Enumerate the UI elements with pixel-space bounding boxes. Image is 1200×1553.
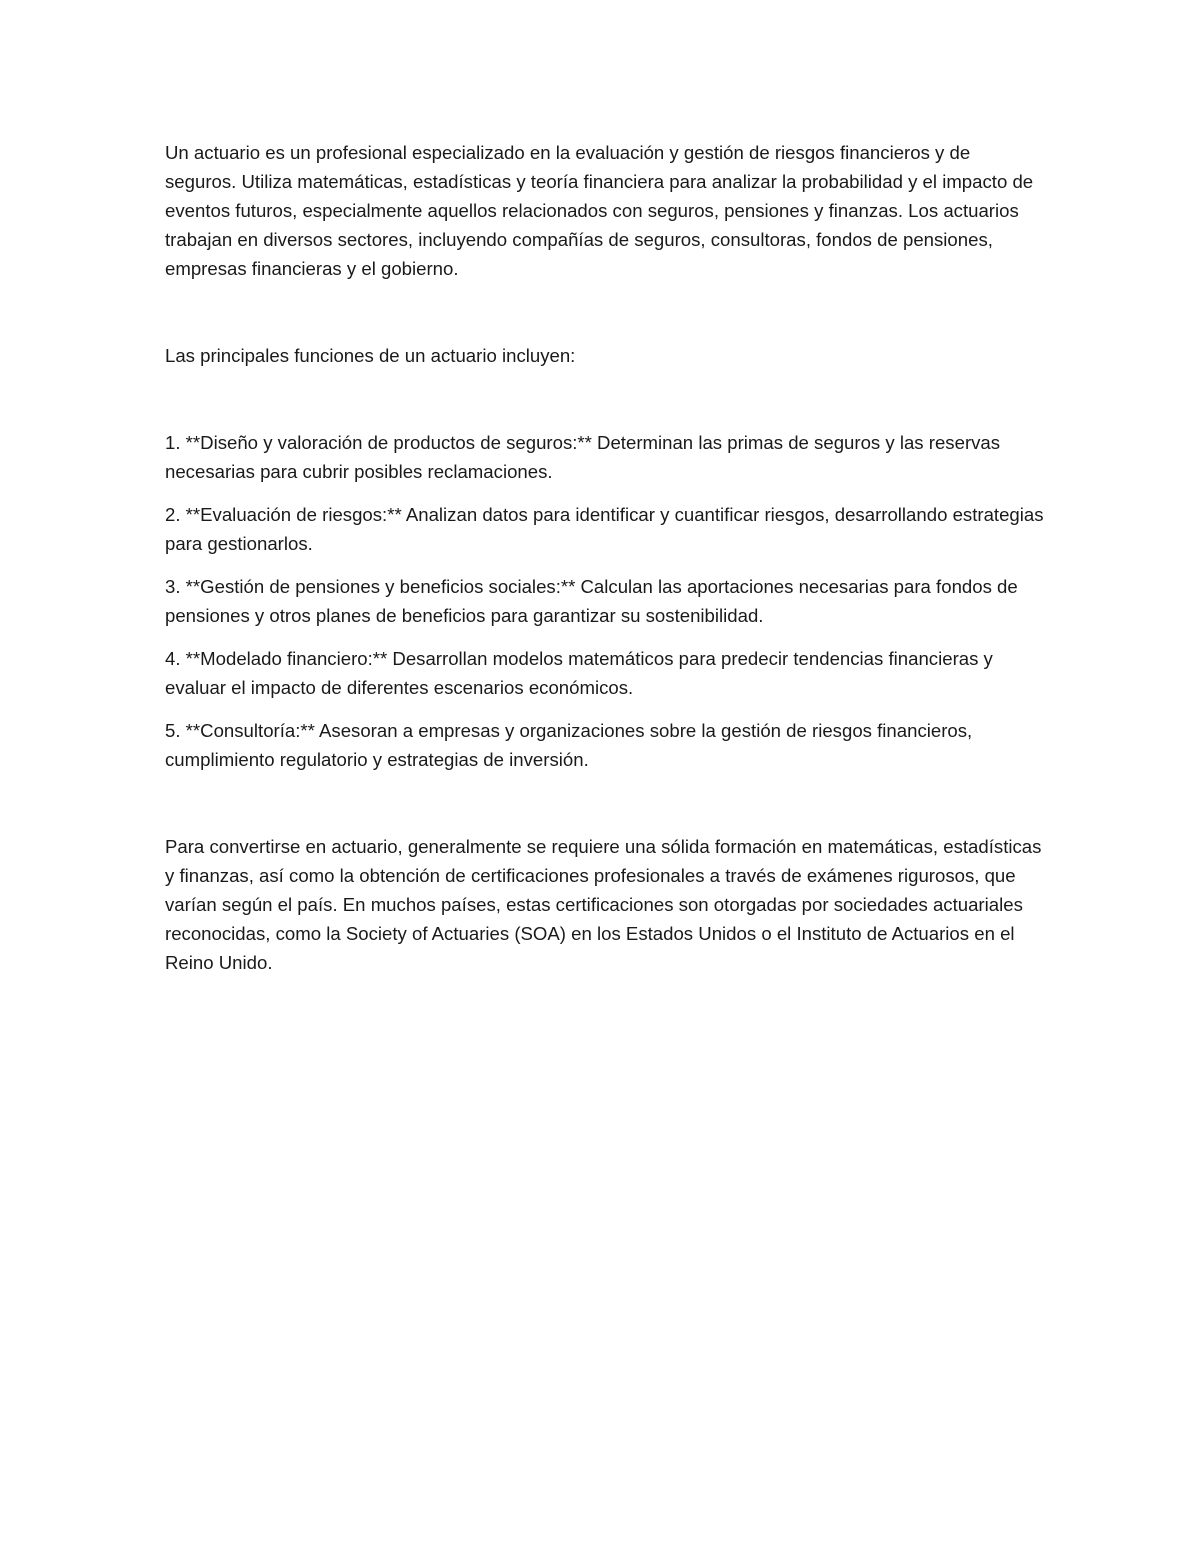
function-item-5: 5. **Consultoría:** Asesoran a empresas y organizaciones sobre la gestión de riesgos financieros, cumplimiento regulatorio y estrategias de inversión. [165,720,973,770]
function-item-1: 1. **Diseño y valoración de productos de seguros:** Determinan las primas de seguros y las reservas necesarias para cubrir posibles reclamaciones. [165,432,1001,482]
function-item-3: 3. **Gestión de pensiones y beneficios sociales:** Calculan las aportaciones necesarias para fondos de pensiones y otros planes de beneficios para garantizar su sostenibilidad. [165,576,1018,626]
closing-paragraph: Para convertirse en actuario, generalmente se requiere una sólida formación en matemáticas, estadísticas y finanzas, así como la obtención de certificaciones profesionales a través de exámenes rigurosos, que varían según el país. En muchos países, estas certificaciones son otorgadas por sociedades actuariales reconocidas, como la Society of Actuaries (SOA) en los Estados Unidos o el Instituto de Actuarios en el Reino Unido. [165,836,1042,973]
function-item-4: 4. **Modelado financiero:** Desarrollan modelos matemáticos para predecir tendencias financieras y evaluar el impacto de diferentes escenarios económicos. [165,648,993,698]
document-body [165,138,1045,977]
intro-paragraph: Un actuario es un profesional especializado en la evaluación y gestión de riesgos financieros y de seguros. Utiliza matemáticas, estadísticas y teoría financiera para analizar la probabilidad y el impacto de eventos futuros, especialmente aquellos relacionados con seguros, pensiones y finanzas. Los actuarios trabajan en diversos sectores, incluyendo compañías de seguros, consultoras, fondos de pensiones, empresas financieras y el gobierno. [165,142,1034,279]
function-item-2: 2. **Evaluación de riesgos:** Analizan datos para identificar y cuantificar riesgos, desarrollando estrategias para gestionarlos. [165,504,1044,554]
functions-lead: Las principales funciones de un actuario incluyen: [165,345,576,366]
